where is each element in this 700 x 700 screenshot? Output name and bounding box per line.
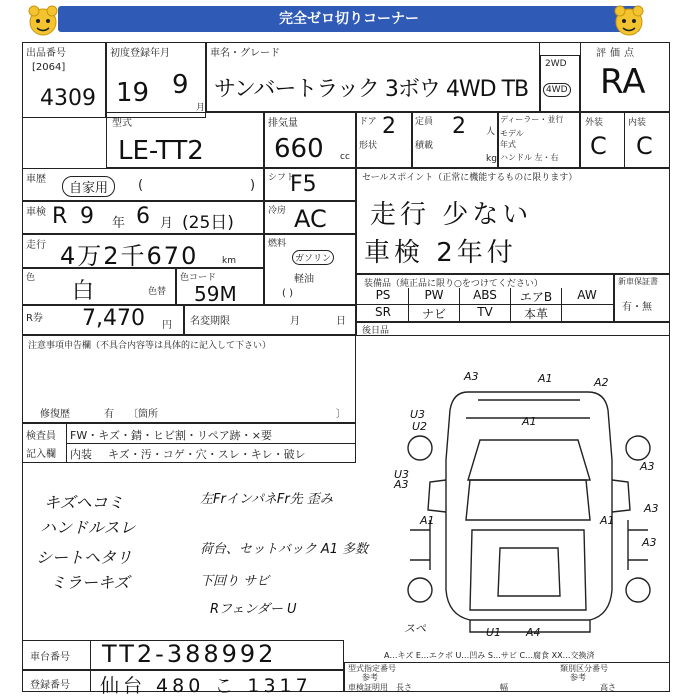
inspector-row2-prefix: 内装 — [70, 448, 92, 461]
drive-4wd: 4WD — [543, 83, 571, 97]
notes-label: 注意事項申告欄（不具合内容等は具体的に記入して下さい） — [28, 341, 272, 351]
frame-no-value: TT2-388992 — [102, 640, 277, 668]
mark-a3-right-2: A3 — [644, 502, 659, 515]
inspector-row1: FW・キズ・錆・ヒビ割・リペア跡・×要 — [70, 429, 272, 442]
first-reg-label: 初度登録年月 — [110, 48, 170, 59]
mark-u1-bottom: U1 — [486, 626, 502, 639]
usage-paren-close: ) — [250, 178, 256, 193]
dealer-label: ディーラー・並行 — [500, 115, 564, 124]
int-value: C — [636, 132, 653, 160]
color-paint-label: 色替 — [148, 287, 167, 297]
handwritten-note-2: ハンドルスレ — [40, 518, 136, 537]
transfer-month: 月 — [290, 316, 300, 327]
inspector-label2: 記入欄 — [26, 449, 56, 460]
width-label: 幅 — [500, 683, 508, 692]
attach-label: 後日品 — [362, 326, 390, 336]
color-code-value: 59M — [194, 282, 237, 306]
mileage-value: 4万2千670 — [60, 242, 199, 270]
mark-a3-top: A3 — [464, 370, 479, 383]
lot-sub: [2064] — [32, 62, 66, 73]
displacement-unit: cc — [340, 152, 350, 162]
warranty-value: 有・無 — [622, 302, 652, 313]
sales-point-label: セールスポイント（正常に機能するものに限ります） — [362, 173, 578, 183]
inspection-month: 6 — [136, 204, 150, 229]
mark-a1-bed-right: A1 — [600, 514, 615, 527]
reg-no-value: 仙台 480 こ 1317 — [100, 675, 312, 697]
mark-spare: スペ — [404, 622, 426, 635]
mark-a3-right-1: A3 — [640, 460, 655, 473]
type-no-ref: 参考 — [362, 673, 378, 682]
seats-value: 2 — [452, 114, 466, 139]
int-label: 内装 — [628, 118, 647, 128]
rating-value: RA — [600, 62, 646, 102]
transfer-label: 名変期限 — [190, 316, 230, 327]
handle-label: ハンドル 左・右 — [500, 153, 559, 162]
cert-label: 車検証明用 — [348, 683, 388, 692]
ext-value: C — [590, 132, 607, 160]
height-label: 高さ — [600, 683, 616, 692]
mark-a1-hood: A1 — [522, 415, 537, 428]
handwritten-note-8: Rフェンダー U — [210, 602, 297, 617]
seats-unit: 人 — [486, 127, 496, 137]
sales-point-line1: 走行 少ない — [370, 200, 533, 230]
frame-no-label: 車台番号 — [30, 652, 70, 663]
fuel-label: 燃料 — [268, 239, 287, 249]
warranty-label: 新車保証書 — [618, 277, 658, 286]
mileage-unit: km — [222, 256, 236, 266]
sales-point-line2: 車検 2年付 — [364, 238, 517, 268]
displacement-value: 660 — [274, 134, 324, 164]
mark-a1-bed-left: A1 — [420, 514, 435, 527]
inspector-label1: 検査員 — [26, 431, 56, 442]
handwritten-note-1: キズヘコミ — [44, 493, 124, 512]
type-no-label: 型式指定番号 — [348, 664, 396, 673]
model-value: LE-TT2 — [118, 136, 204, 166]
first-reg-month: 9 — [172, 70, 189, 100]
attach-cell — [356, 322, 670, 336]
first-reg-year: 19 — [116, 78, 150, 108]
mark-a3-left-1: A3 — [394, 478, 409, 491]
transfer-day: 日 — [336, 316, 346, 327]
inspection-label: 車検 — [26, 207, 46, 218]
equip-navi: ナビ — [409, 305, 460, 321]
handwritten-note-4: ミラーキズ — [50, 573, 130, 592]
model-label: 型式 — [112, 118, 132, 129]
usage-value: 自家用 — [62, 176, 115, 197]
fuel-paren: ( ) — [282, 288, 293, 299]
ac-value: AC — [294, 205, 327, 233]
class-no-label: 類別区分番号 — [560, 664, 608, 673]
displacement-label: 排気量 — [268, 118, 298, 129]
car-damage-diagram — [390, 370, 670, 645]
lot-number: 4309 — [40, 86, 96, 111]
equip-abs: ABS — [460, 288, 511, 304]
reg-no-label: 登録番号 — [30, 680, 70, 691]
recycle-value: 7,470 — [82, 306, 145, 331]
mileage-label: 走行 — [26, 240, 46, 251]
fuel-diesel: 軽油 — [294, 274, 314, 285]
handwritten-note-6: 荷台、セットバック A1 多数 — [200, 542, 369, 557]
header-title: 完全ゼロ切りコーナー — [58, 6, 640, 32]
mark-a1-top: A1 — [538, 372, 553, 385]
capacity-label: 積載 — [415, 141, 434, 151]
equip-tv: TV — [460, 305, 511, 321]
inspection-year-unit: 年 — [112, 216, 126, 231]
inspection-year: 9 — [80, 204, 94, 229]
repair-close: 〕 — [336, 409, 346, 420]
inspector-row2: キズ・汚・コゲ・穴・スレ・キレ・破レ — [108, 448, 306, 461]
recycle-label: R券 — [26, 313, 43, 324]
equipment-row2 — [358, 305, 562, 321]
mark-a3-right-3: A3 — [642, 536, 657, 549]
rating-label: 評価点 — [596, 48, 638, 59]
inspection-era: R — [52, 204, 68, 229]
mascot-left-icon — [26, 4, 60, 42]
color-code-label: 色コード — [180, 273, 217, 283]
car-name-value: サンバートラック 3ボウ 4WD TB — [214, 77, 529, 102]
equipment-label: 装備品（純正品に限り○をつけてください） — [364, 279, 543, 289]
handwritten-note-3: シートヘタリ — [36, 548, 133, 567]
color-value: 白 — [72, 279, 95, 304]
shift-value: F5 — [290, 172, 317, 197]
recycle-unit: 円 — [162, 320, 172, 331]
usage-paren-open: ( — [138, 178, 144, 193]
mascot-right-icon — [612, 4, 646, 42]
model-year-label: モデル年式 — [500, 129, 524, 149]
repair-label: 修復歴 — [40, 409, 70, 420]
mark-u2-left: U2 — [412, 420, 428, 433]
lot-label: 出品番号 — [26, 48, 66, 59]
equip-airbag: エアB — [511, 288, 562, 304]
mark-a4-bottom: A4 — [526, 626, 541, 639]
mark-u3-left: U3 — [410, 408, 426, 421]
handwritten-note-7: 下回り サビ — [200, 574, 270, 589]
ext-label: 外装 — [585, 118, 604, 128]
fuel-gasoline: ガソリン — [292, 250, 334, 265]
car-name-label: 車名・グレード — [210, 48, 280, 59]
equipment-row1 — [358, 288, 612, 304]
doors-value: 2 — [382, 114, 396, 139]
usage-label: 車歴 — [26, 174, 46, 185]
equip-aw: AW — [577, 288, 597, 302]
equip-leather: 本革 — [511, 305, 562, 321]
ac-label: 冷房 — [268, 206, 287, 216]
inspection-month-unit: 月 — [160, 216, 174, 231]
equip-ps: PS — [358, 288, 409, 304]
seats-label: 定員 — [415, 117, 434, 127]
first-reg-month-unit: 月 — [196, 103, 206, 113]
drive-2wd: 2WD — [545, 59, 567, 69]
shape-label: 形状 — [359, 141, 378, 151]
repair-where: 〔箇所 — [128, 409, 158, 420]
doors-label: ドア — [359, 117, 377, 127]
mark-a2-top: A2 — [594, 376, 609, 389]
color-label: 色 — [26, 273, 36, 283]
length-label: 長さ — [396, 683, 412, 692]
damage-legend: A…キズ E…エクボ U…凹み S…サビ C…腐食 XX…交換済 — [384, 651, 595, 660]
equip-sr: SR — [358, 305, 409, 321]
shift-label: シフト — [268, 173, 296, 183]
inspection-day: (25日) — [182, 213, 234, 233]
handwritten-note-5: 左FrインパネFr先 歪み — [200, 492, 333, 507]
equip-pw: PW — [409, 288, 460, 304]
mark-u3-left-2: U3 — [394, 468, 410, 481]
repair-has: 有 — [104, 409, 114, 420]
capacity-unit: kg — [486, 154, 497, 164]
class-no-ref: 参考 — [570, 673, 586, 682]
